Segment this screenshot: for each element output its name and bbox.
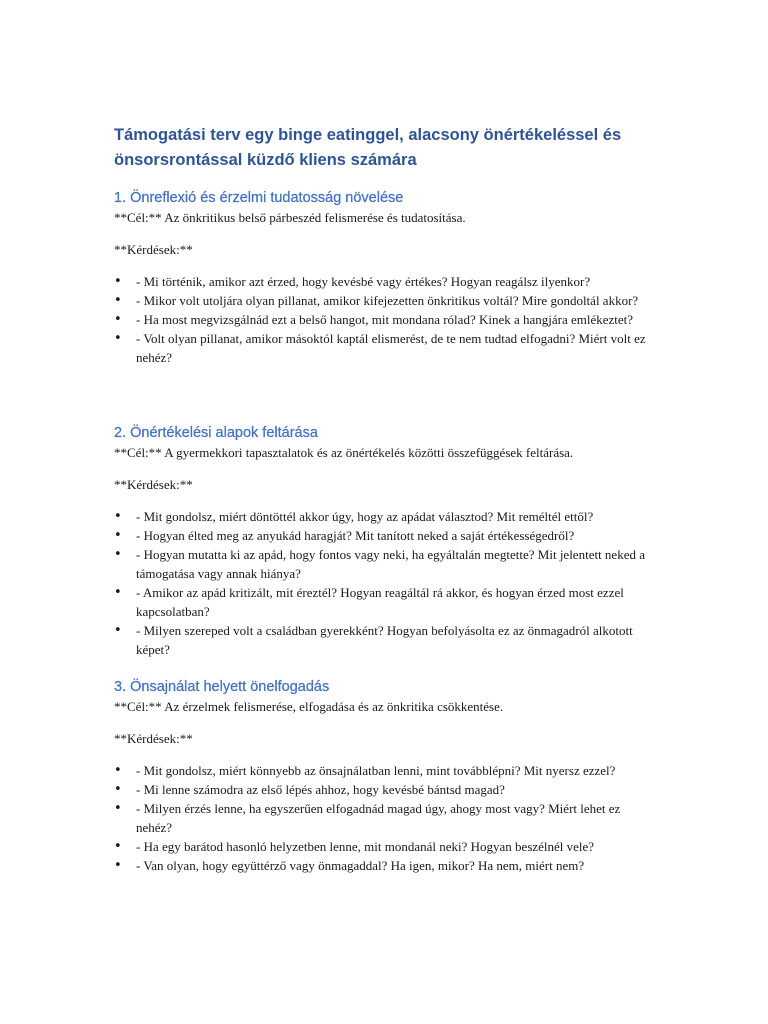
document-title: Támogatási terv egy binge eatinggel, alacsony önértékeléssel és önsorsrontással küzdő kliens számára xyxy=(114,126,622,169)
list-item: • - Mikor volt utoljára olyan pillanat, amikor kifejezetten önkritikus voltál? Mire gondoltál akkor? xyxy=(114,291,656,310)
section-goal: **Cél:** A gyermekkori tapasztalatok és az önértékelés közötti összefüggések feltárása. xyxy=(114,445,574,460)
section-2 xyxy=(114,423,674,659)
section-heading: 2. Önértékelési alapok feltárása xyxy=(114,425,318,441)
section-heading: 3. Önsajnálat helyett önelfogadás xyxy=(114,679,330,695)
section-goal: **Cél:** Az érzelmek felismerése, elfogadása és az önkritika csökkentése. xyxy=(114,699,504,714)
list-item: • - Hogyan élted meg az anyukád haragját? Mit tanított neked a saját értékességedről? xyxy=(114,526,656,545)
list-item: • - Mit gondolsz, miért könnyebb az önsajnálatban lenni, mint továbblépni? Mit nyersz ezzel? xyxy=(114,761,656,780)
list-item: • - Van olyan, hogy együttérző vagy önmagaddal? Ha igen, mikor? Ha nem, miért nem? xyxy=(114,856,656,875)
questions-label: **Kérdések:** xyxy=(114,731,193,746)
section-heading: 1. Önreflexió és érzelmi tudatosság növelése xyxy=(114,190,404,206)
list-item: • - Mit gondolsz, miért döntöttél akkor úgy, hogy az apádat választod? Mit reméltél ettől? xyxy=(114,507,656,526)
list-item: • - Milyen szereped volt a családban gyerekként? Hogyan befolyásolta ez az önmagadról alkotott képet? xyxy=(114,621,656,659)
question-list xyxy=(114,761,674,875)
question-list xyxy=(114,272,674,367)
list-item: • - Hogyan mutatta ki az apád, hogy fontos vagy neki, ha egyáltalán megtette? Mit jelentett neked a támogatása vagy annak hiánya? xyxy=(114,545,656,583)
question-list xyxy=(114,507,674,659)
list-item: • - Ha egy barátod hasonló helyzetben lenne, mit mondanál neki? Hogyan beszélnél vele? xyxy=(114,837,656,856)
section-1 xyxy=(114,188,674,367)
section-3 xyxy=(114,677,674,875)
list-item: • - Amikor az apád kritizált, mit éreztél? Hogyan reagáltál rá akkor, és hogyan érzed most ezzel kapcsolatban? xyxy=(114,583,656,621)
list-item: • - Mi lenne számodra az első lépés ahhoz, hogy kevésbé bántsd magad? xyxy=(114,780,656,799)
section-goal: **Cél:** Az önkritikus belső párbeszéd felismerése és tudatosítása. xyxy=(114,210,466,225)
list-item: • - Ha most megvizsgálnád ezt a belső hangot, mit mondana rólad? Kinek a hangjára emlékeztet? xyxy=(114,310,656,329)
questions-label: **Kérdések:** xyxy=(114,477,193,492)
list-item: • - Milyen érzés lenne, ha egyszerűen elfogadnád magad úgy, ahogy most vagy? Miért lehet ez nehéz? xyxy=(114,799,656,837)
list-item: • - Volt olyan pillanat, amikor másoktól kaptál elismerést, de te nem tudtad elfogadni? Miért volt ez nehéz? xyxy=(114,329,656,367)
list-item: • - Mi történik, amikor azt érzed, hogy kevésbé vagy értékes? Hogyan reagálsz ilyenkor? xyxy=(114,272,656,291)
questions-label: **Kérdések:** xyxy=(114,242,193,257)
